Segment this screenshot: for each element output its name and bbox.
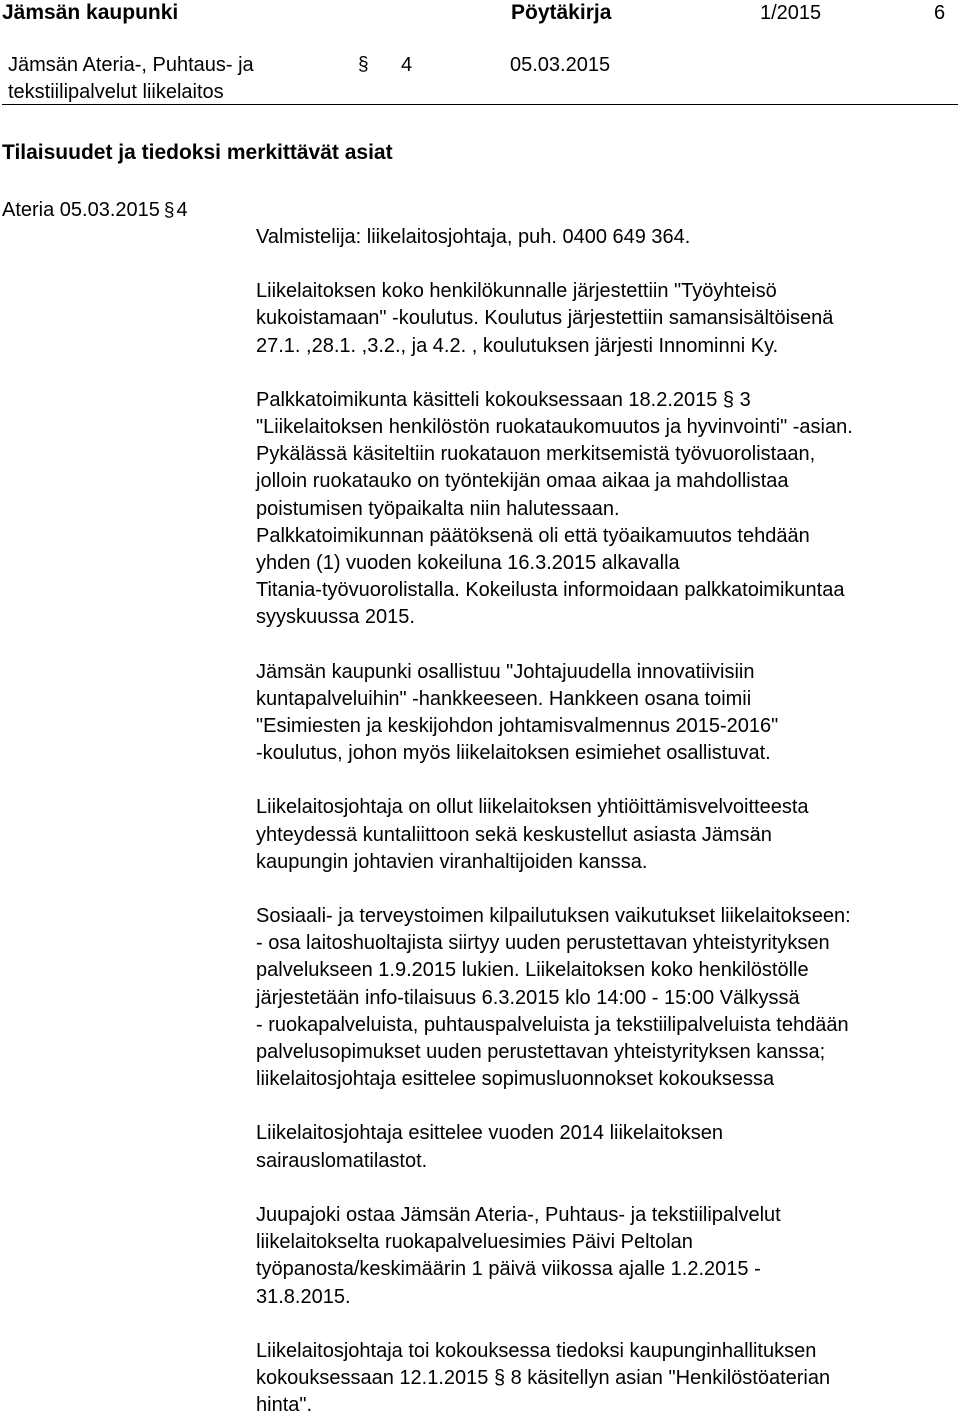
- text-line: palvelukseen 1.9.2015 lukien. Liikelaitoksen koko henkilöstölle: [256, 959, 809, 982]
- header-date: 05.03.2015: [510, 54, 611, 76]
- header-section-number: 4: [401, 54, 413, 76]
- text-line: poistumisen työpaikalta niin halutessaan.: [256, 497, 620, 520]
- text-line: "Esimiesten ja keskijohdon johtamisvalmennus 2015-2016": [256, 715, 779, 738]
- text-line: Palkkatoimikunta käsitteli kokouksessaan 18.2.2015 § 3: [256, 388, 751, 411]
- paragraph-juupajoki: [256, 1202, 960, 1311]
- text-line: Valmistelija: liikelaitosjohtaja, puh. 0400 649 364.: [256, 226, 691, 248]
- text-line: -koulutus, johon myös liikelaitoksen esimiehet osallistuvat.: [256, 742, 771, 765]
- reference-number: 4: [176, 199, 188, 221]
- reference-body: Ateria 05.03.2015: [2, 199, 160, 221]
- text-line: Sosiaali- ja terveystoimen kilpailutuksen vaikutukset liikelaitokseen:: [256, 905, 851, 928]
- text-line: yhden (1) vuoden kokeiluna 16.3.2015 alkavalla: [256, 552, 680, 575]
- text-line: Liikelaitoksen koko henkilökunnalle järjestettiin "Työyhteisö: [256, 280, 777, 303]
- text-line: kokouksessaan 12.1.2015 § 8 käsitellyn asian "Henkilöstöaterian: [256, 1366, 831, 1389]
- paragraph-leadership-project: [256, 659, 960, 768]
- text-line: hinta".: [256, 1394, 313, 1417]
- text-line: kuntapalveluihin" -hankkeeseen. Hankkeen osana toimii: [256, 687, 752, 710]
- paragraph-preparer: [256, 224, 960, 251]
- paragraph-incorporation: [256, 794, 960, 876]
- text-line: Jämsän kaupunki osallistuu "Johtajuudella innovatiivisiin: [256, 660, 755, 683]
- text-line: "Liikelaitoksen henkilöstön ruokataukomuutos ja hyvinvointi" -asian.: [256, 416, 853, 439]
- header-section-symbol: §: [358, 54, 369, 75]
- text-line: Titania-työvuorolistalla. Kokeilusta informoidaan palkkatoimikuntaa: [256, 579, 845, 602]
- text-line: Liikelaitosjohtaja esittelee vuoden 2014 liikelaitoksen: [256, 1122, 723, 1145]
- text-line: sairauslomatilastot.: [256, 1149, 428, 1172]
- section-reference: [2, 197, 188, 224]
- section-title: Tilaisuudet ja tiedoksi merkittävät asiat: [2, 141, 393, 164]
- text-line: Palkkatoimikunnan päätöksenä oli että työaikamuutos tehdään: [256, 524, 810, 547]
- text-line: liikelaitosjohtaja esittelee sopimusluonnokset kokouksessa: [256, 1068, 775, 1091]
- text-line: järjestetään info-tilaisuus 6.3.2015 klo 14:00 - 15:00 Välkyssä: [256, 986, 800, 1009]
- text-line: - osa laitoshuoltajista siirtyy uuden perustettavan yhteistyrityksen: [256, 932, 830, 955]
- text-line: jolloin ruokatauko on työntekijän omaa aikaa ja mahdollistaa: [256, 470, 789, 493]
- text-line: Liikelaitosjohtaja on ollut liikelaitoksen yhtiöittämisvelvoitteesta: [256, 796, 809, 819]
- text-line: työpanosta/keskimäärin 1 päivä viikossa ajalle 1.2.2015 -: [256, 1258, 761, 1281]
- header-city: Jämsän kaupunki: [2, 1, 179, 24]
- text-line: 31.8.2015.: [256, 1285, 351, 1308]
- text-line: 27.1. ,28.1. ,3.2., ja 4.2. , koulutuksen järjesti Innominni Ky.: [256, 334, 779, 357]
- paragraph-sick-leave: [256, 1120, 960, 1174]
- header-divider: [2, 104, 958, 105]
- paragraph-training: [256, 278, 960, 360]
- text-line: Liikelaitosjohtaja toi kokouksessa tiedoksi kaupunginhallituksen: [256, 1339, 817, 1362]
- text-line: palvelusopimukset uuden perustettavan yhteistyrityksen kanssa;: [256, 1041, 826, 1064]
- header-page-number: 6: [934, 2, 946, 24]
- text-line: syyskuussa 2015.: [256, 606, 415, 629]
- text-line: Juupajoki ostaa Jämsän Ateria-, Puhtaus- ja tekstiilipalvelut: [256, 1203, 781, 1226]
- reference-section-symbol: §: [163, 200, 175, 221]
- header-unit-line2: tekstiilipalvelut liikelaitos: [8, 81, 224, 103]
- paragraph-staff-meal: [256, 1338, 960, 1419]
- header-doc-type: Pöytäkirja: [511, 1, 612, 24]
- header-doc-number: 1/2015: [760, 2, 822, 24]
- text-line: - ruokapalveluista, puhtauspalveluista ja tekstiilipalveluista tehdään: [256, 1013, 849, 1036]
- text-line: liikelaitokselta ruokapalveluesimies Päivi Peltolan: [256, 1231, 693, 1254]
- text-line: yhteydessä kuntaliittoon sekä keskustellut asiasta Jämsän: [256, 823, 772, 846]
- paragraph-tendering: [256, 903, 960, 1093]
- header-unit-line1: Jämsän Ateria-, Puhtaus- ja: [8, 54, 254, 76]
- document-body: [256, 224, 960, 1419]
- text-line: Pykälässä käsiteltiin ruokatauon merkitsemistä työvuorolistaan,: [256, 443, 816, 466]
- paragraph-salary-committee: [256, 387, 960, 632]
- text-line: kaupungin johtavien viranhaltijoiden kanssa.: [256, 850, 648, 873]
- text-line: kukoistamaan" -koulutus. Koulutus järjestettiin samansisältöisenä: [256, 307, 834, 330]
